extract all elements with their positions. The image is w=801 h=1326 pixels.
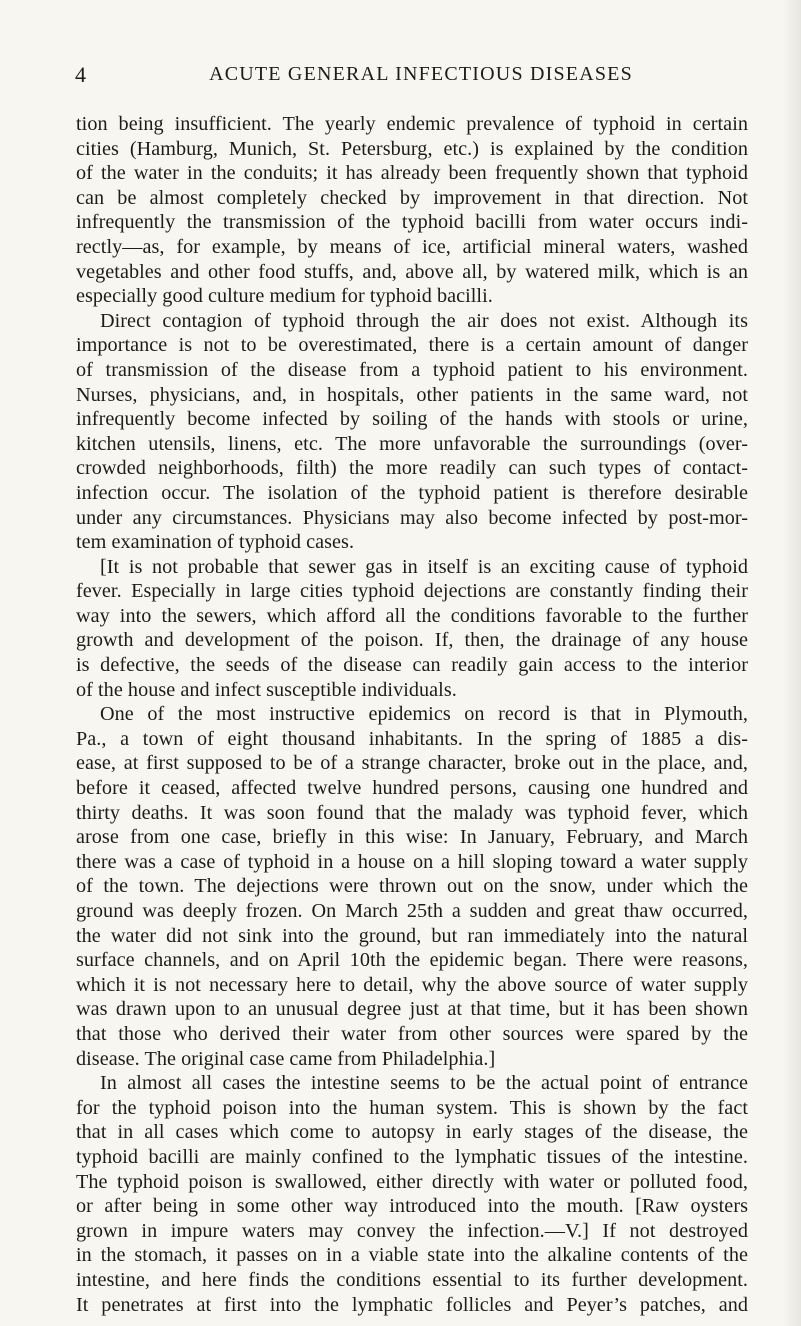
text-line: especially good culture medium for typhoid bacilli. (76, 285, 493, 308)
text-line: infection occur. The isolation of the typhoid patient is therefore desirable (76, 481, 748, 504)
text-line: Pa., a town of eight thousand inhabitants. In the spring of 1885 a dis- (76, 727, 748, 750)
text-line: was drawn upon to an unusual degree just at that time, but it has been shown (76, 998, 748, 1021)
text-line: vegetables and other food stuffs, and, above all, by watered milk, which is an (76, 260, 748, 283)
text-line: of the house and infect susceptible individuals. (76, 678, 457, 701)
running-title: ACUTE GENERAL INFECTIOUS DISEASES (209, 63, 633, 85)
body-text (76, 112, 748, 1317)
text-line: growth and development of the poison. If, then, the drainage of any house (76, 629, 748, 652)
text-line: of transmission of the disease from a typhoid patient to his environment. (76, 358, 748, 381)
text-line: thirty deaths. It was soon found that the malady was typhoid fever, which (76, 801, 748, 824)
text-line: importance is not to be overestimated, there is a certain amount of danger (76, 334, 748, 357)
text-line: there was a case of typhoid in a house on a hill sloping toward a water supply (76, 850, 748, 873)
running-head (75, 62, 751, 90)
text-line: ease, at first supposed to be of a strange character, broke out in the place, and, (76, 752, 748, 775)
text-line: that in all cases which come to autopsy in early stages of the disease, the (76, 1121, 748, 1144)
text-line: tion being insufficient. The yearly endemic prevalence of typhoid in certain (76, 113, 748, 135)
text-line: cities (Hamburg, Munich, St. Petersburg, etc.) is explained by the condition (76, 137, 748, 160)
text-line: The typhoid poison is swallowed, either directly with water or polluted food, (76, 1170, 748, 1193)
page-edge-shadow (783, 0, 801, 1326)
text-line: or after being in some other way introduced into the mouth. [Raw oysters (76, 1195, 748, 1218)
text-line: It penetrates at first into the lymphatic follicles and Peyer’s patches, and (76, 1293, 748, 1316)
text-line: in the stomach, it passes on in a viable state into the alkaline contents of the (76, 1244, 748, 1267)
text-line: fever. Especially in large cities typhoid dejections are constantly finding their (76, 580, 748, 603)
text-line: infrequently the transmission of the typhoid bacilli from water occurs indi- (76, 211, 748, 234)
text-line: which it is not necessary here to detail, why the above source of water supply (76, 973, 748, 996)
page-number: 4 (75, 62, 87, 87)
text-line: that those who derived their water from other sources were spared by the (76, 1022, 748, 1045)
text-line: intestine, and here finds the conditions essential to its further development. (76, 1268, 748, 1291)
text-line: is defective, the seeds of the disease can readily gain access to the interior (76, 654, 748, 677)
text-line: arose from one case, briefly in this wise: In January, February, and March (76, 826, 748, 849)
text-line: ground was deeply frozen. On March 25th a sudden and great thaw occurred, (76, 900, 748, 922)
text-line: grown in impure waters may convey the infection.—V.] If not destroyed (76, 1219, 748, 1242)
text-line: the water did not sink into the ground, but ran immediately into the natural (76, 924, 748, 947)
text-line: disease. The original case came from Philadelphia.] (76, 1047, 496, 1070)
text-line: crowded neighborhoods, filth) the more readily can such types of contact- (76, 457, 748, 480)
text-line: typhoid bacilli are mainly confined to the lymphatic tissues of the intestine. (76, 1145, 748, 1168)
text-line: of the water in the conduits; it has already been frequently shown that typhoid (76, 162, 748, 185)
text-line: of the town. The dejections were thrown out on the snow, under which the (76, 875, 748, 898)
text-line: way into the sewers, which afford all the conditions favorable to the further (76, 604, 748, 627)
text-line: [It is not probable that sewer gas in itself is an exciting cause of typhoid (100, 555, 748, 578)
text-line: In almost all cases the intestine seems to be the actual point of entrance (100, 1072, 748, 1095)
text-line: Direct contagion of typhoid through the air does not exist. Although its (100, 309, 748, 332)
text-line: surface channels, and on April 10th the epidemic began. There were reasons, (76, 949, 748, 972)
text-line: under any circumstances. Physicians may also become infected by post-mor- (76, 506, 748, 529)
text-line: One of the most instructive epidemics on record is that in Plymouth, (100, 703, 748, 726)
text-line: Nurses, physicians, and, in hospitals, other patients in the same ward, not (76, 383, 748, 406)
text-line: can be almost completely checked by improvement in that direction. Not (76, 186, 748, 209)
text-line: kitchen utensils, linens, etc. The more unfavorable the surroundings (over- (76, 432, 748, 455)
text-line: tem examination of typhoid cases. (76, 531, 355, 554)
text-line: for the typhoid poison into the human system. This is shown by the fact (76, 1096, 748, 1119)
text-line: infrequently become infected by soiling of the hands with stools or urine, (76, 408, 748, 431)
text-line: before it ceased, affected twelve hundred persons, causing one hundred and (76, 777, 748, 800)
text-line: rectly—as, for example, by means of ice, artificial mineral waters, washed (76, 235, 748, 258)
